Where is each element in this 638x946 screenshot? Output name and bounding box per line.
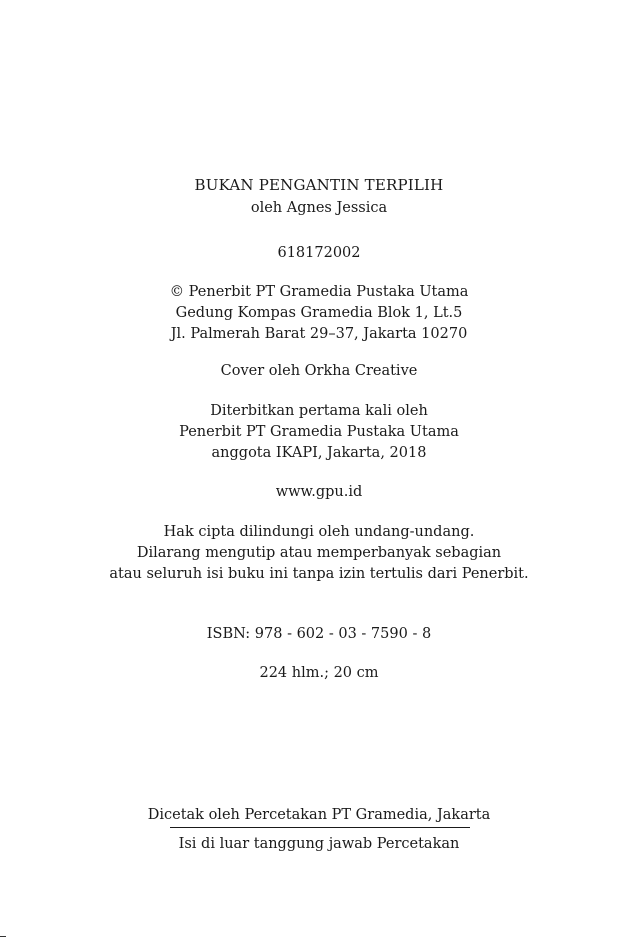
publisher-address-line: Jl. Palmerah Barat 29–37, Jakarta 10270 — [170, 326, 468, 342]
copyright-notice-line: atau seluruh isi buku ini tanpa izin tertulis dari Penerbit. — [109, 566, 529, 582]
printer-line: Dicetak oleh Percetakan PT Gramedia, Jakarta — [147, 807, 491, 823]
first-published-line: anggota IKAPI, Jakarta, 2018 — [211, 445, 427, 461]
copyright-notice-line: Dilarang mengutip atau memperbanyak sebagian — [136, 545, 502, 561]
publisher-address-line: Gedung Kompas Gramedia Blok 1, Lt.5 — [175, 305, 463, 321]
author-line: oleh Agnes Jessica — [250, 200, 388, 216]
printer-disclaimer: Isi di luar tanggung jawab Percetakan — [178, 836, 460, 852]
crop-mark — [0, 936, 6, 937]
physical-description: 224 hlm.; 20 cm — [259, 665, 379, 681]
publisher-line: © Penerbit PT Gramedia Pustaka Utama — [169, 284, 469, 300]
website-text: www.gpu.id — [275, 484, 363, 500]
first-published-line: Diterbitkan pertama kali oleh — [210, 403, 428, 419]
footer-divider — [170, 827, 470, 828]
book-title: BUKAN PENGANTIN TERPILIH — [194, 176, 444, 194]
first-published-line: Penerbit PT Gramedia Pustaka Utama — [179, 424, 459, 440]
product-code: 618172002 — [277, 245, 361, 261]
copyright-notice-line: Hak cipta dilindungi oleh undang-undang. — [163, 524, 475, 540]
cover-credit: Cover oleh Orkha Creative — [220, 363, 418, 379]
isbn: ISBN: 978 - 602 - 03 - 7590 - 8 — [206, 626, 432, 642]
